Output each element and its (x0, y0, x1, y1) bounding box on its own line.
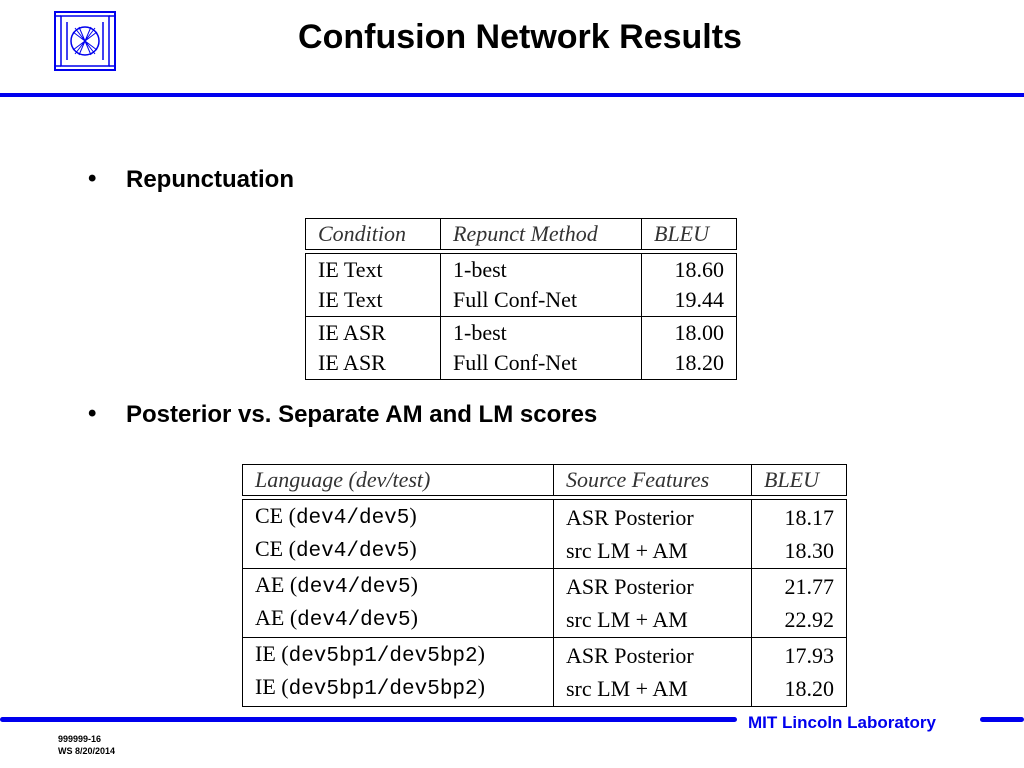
col-header-language: Language (dev/test) (243, 465, 554, 496)
dev-test-set: dev4/dev5 (297, 576, 411, 599)
slide-footer (58, 733, 115, 757)
org-label: MIT Lincoln Laboratory (748, 713, 936, 732)
cell-source-features: ASR Posterior (554, 569, 752, 604)
table-row (306, 348, 737, 380)
cell-bleu: 18.20 (642, 348, 737, 380)
cell-language: IE (dev5bp1/dev5bp2) (243, 638, 554, 673)
lang-code: CE (255, 503, 284, 528)
lang-code: IE (255, 641, 276, 666)
table-row (243, 500, 847, 535)
cell-source-features: ASR Posterior (554, 638, 752, 673)
table-row (243, 569, 847, 604)
col-header-bleu: BLEU (752, 465, 847, 496)
cell-language: CE (dev4/dev5) (243, 500, 554, 535)
col-header-bleu: BLEU (642, 219, 737, 250)
dev-test-set: dev5bp1/dev5bp2 (288, 645, 478, 668)
table-row (243, 672, 847, 707)
bullet-marker: • (88, 400, 97, 427)
footer-divider-left (0, 717, 737, 722)
cell-method: Full Conf-Net (441, 348, 642, 380)
table-row (243, 638, 847, 673)
lang-code: CE (255, 536, 284, 561)
dev-test-set: dev5bp1/dev5bp2 (288, 678, 478, 701)
cell-method: 1-best (441, 254, 642, 286)
cell-language: AE (dev4/dev5) (243, 603, 554, 638)
bullet-marker: • (88, 165, 97, 192)
dev-test-set: dev4/dev5 (295, 540, 410, 563)
table-row (243, 603, 847, 638)
bullet-text: Posterior vs. Separate AM and LM scores (126, 401, 598, 428)
table-row (306, 254, 737, 286)
cell-condition: IE Text (306, 285, 441, 317)
cell-source-features: src LM + AM (554, 672, 752, 707)
cell-language: CE (dev4/dev5) (243, 534, 554, 569)
table-row (306, 285, 737, 317)
cell-bleu: 17.93 (752, 638, 847, 673)
table-row (306, 317, 737, 349)
lang-code: AE (255, 605, 285, 630)
cell-condition: IE ASR (306, 348, 441, 380)
posterior-vs-am-lm-table (242, 464, 847, 707)
table-header-row (243, 465, 847, 496)
title-divider (0, 93, 1024, 97)
slide-title: Confusion Network Results (298, 18, 742, 56)
bullet-text: Repunctuation (126, 166, 294, 193)
col-header-condition: Condition (306, 219, 441, 250)
repunctuation-table (305, 218, 737, 380)
dev-test-set: dev4/dev5 (295, 507, 410, 530)
dev-test-set: dev4/dev5 (297, 609, 411, 632)
cell-bleu: 22.92 (752, 603, 847, 638)
cell-condition: IE ASR (306, 317, 441, 349)
col-header-source-features: Source Features (554, 465, 752, 496)
cell-source-features: src LM + AM (554, 534, 752, 569)
cell-method: 1-best (441, 317, 642, 349)
cell-language: AE (dev4/dev5) (243, 569, 554, 604)
cell-bleu: 18.17 (752, 500, 847, 535)
cell-condition: IE Text (306, 254, 441, 286)
table-row (243, 534, 847, 569)
cell-bleu: 18.00 (642, 317, 737, 349)
cell-method: Full Conf-Net (441, 285, 642, 317)
footer-date: WS 8/20/2014 (58, 746, 116, 756)
lang-code: AE (255, 572, 285, 597)
footer-divider-right (980, 717, 1024, 722)
cell-source-features: ASR Posterior (554, 500, 752, 535)
cell-bleu: 18.30 (752, 534, 847, 569)
cell-bleu: 21.77 (752, 569, 847, 604)
cell-source-features: src LM + AM (554, 603, 752, 638)
lang-code: IE (255, 674, 276, 699)
cell-language: IE (dev5bp1/dev5bp2) (243, 672, 554, 707)
table-header-row (306, 219, 737, 250)
cell-bleu: 18.60 (642, 254, 737, 286)
cell-bleu: 19.44 (642, 285, 737, 317)
cell-bleu: 18.20 (752, 672, 847, 707)
footer-id: 999999-16 (58, 734, 102, 744)
col-header-repunct-method: Repunct Method (441, 219, 642, 250)
